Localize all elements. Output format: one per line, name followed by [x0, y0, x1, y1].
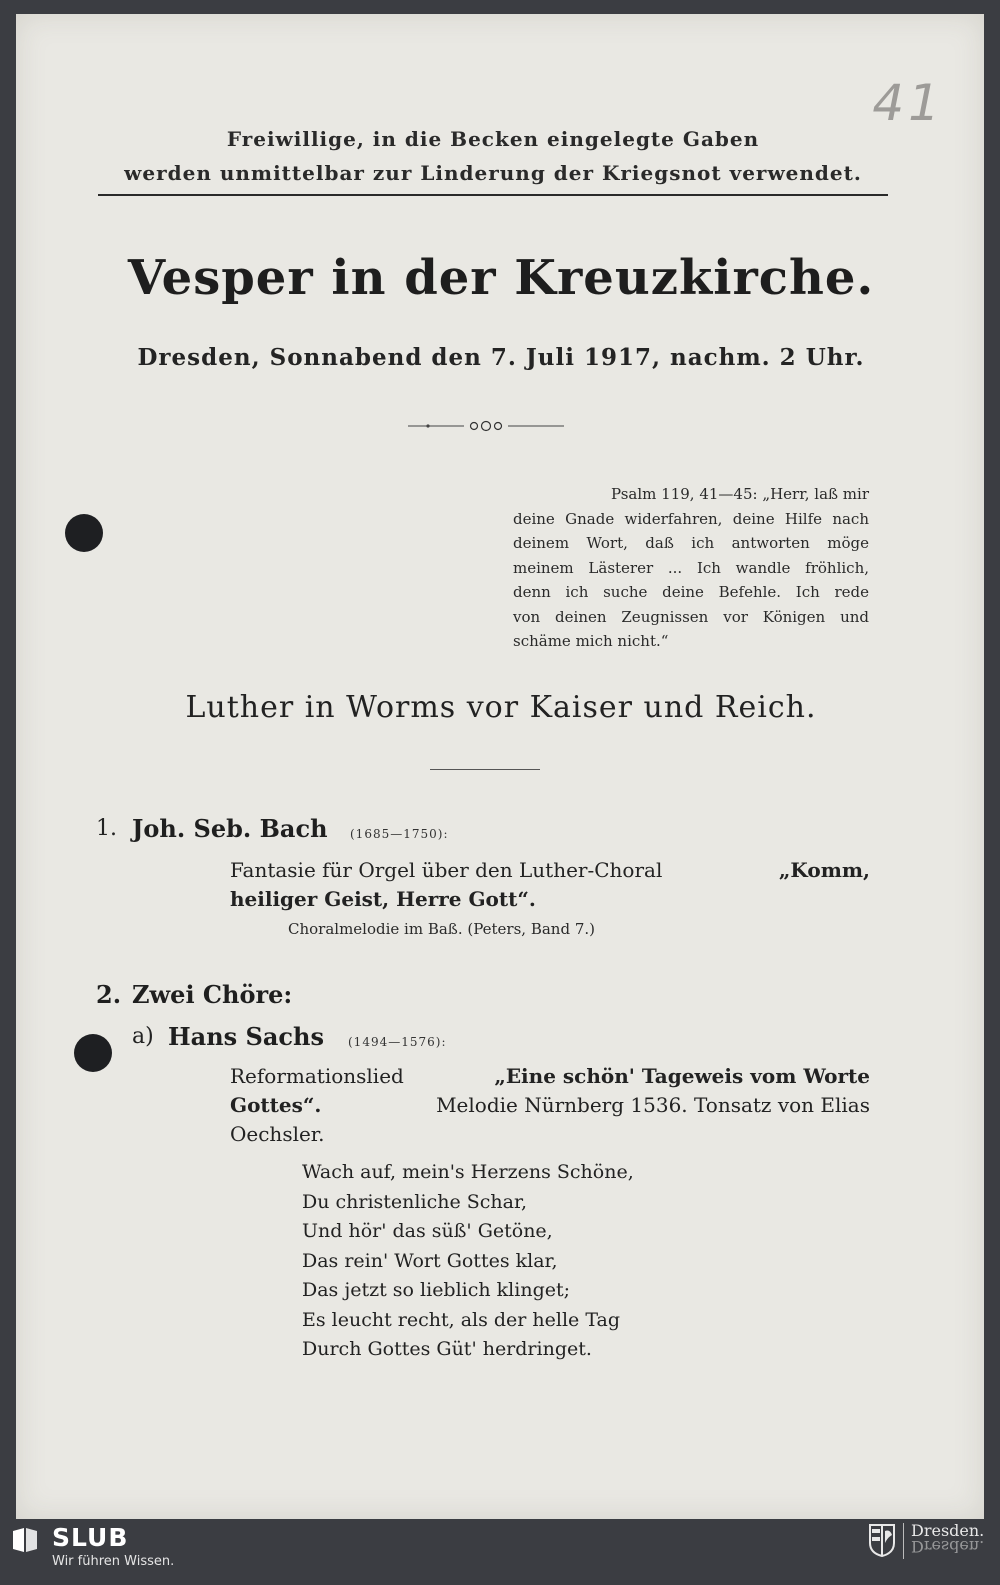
punch-hole — [74, 1034, 112, 1072]
verse-line: Das jetzt so lieblich klinget; — [302, 1279, 571, 1301]
verse-line: Das rein' Wort Gottes klar, — [302, 1249, 558, 1272]
verse-line: Wach auf, mein's Herzens Schöne, — [302, 1161, 634, 1183]
header-rule — [98, 194, 888, 196]
psalm-line: denn ich suche deine Befehle. Ich rede — [513, 583, 869, 601]
psalm-line: deinem Wort, daß ich antworten möge — [513, 534, 869, 552]
psalm-line: schäme mich nicht.“ — [513, 632, 669, 650]
work-title: „Eine schön' Tageweis vom Worte — [494, 1064, 870, 1088]
event-date-line: Dresden, Sonnabend den 7. Juli 1917, nachm. 2 Uhr. — [137, 344, 865, 371]
punch-hole — [65, 514, 103, 552]
work-description-text: Fantasie für Orgel über den Luther-Choral — [230, 858, 663, 882]
sub-item-label: a) — [132, 1024, 154, 1049]
library-slogan: Wir führen Wissen. — [52, 1554, 175, 1569]
library-name[interactable]: SLUB — [52, 1523, 129, 1552]
item-number: 1. — [96, 816, 117, 841]
city-name[interactable]: Dresden. — [911, 1521, 985, 1540]
verse-line: Und hör' das süß' Getöne, — [302, 1220, 553, 1242]
footer-divider — [903, 1523, 904, 1559]
ornament-divider — [408, 418, 564, 434]
work-title: heiliger Geist, Herre Gott“. — [230, 887, 536, 911]
section-rule — [430, 769, 540, 770]
verse-line: Du christenliche Schar, — [302, 1190, 527, 1213]
donation-notice-line2: werden unmittelbar zur Linderung der Kriegsnot verwendet. — [124, 161, 862, 185]
verse-line: Es leucht recht, als der helle Tag — [302, 1308, 621, 1331]
page-title: Vesper in der Kreuzkirche. — [127, 250, 875, 306]
work-description — [230, 1062, 870, 1149]
city-name-mirror: Dresden. — [911, 1537, 985, 1556]
work-title: Gottes“. — [230, 1093, 322, 1117]
slub-book-icon[interactable] — [10, 1525, 40, 1555]
donation-notice-line1: Freiwillige, in die Becken eingelegte Gaben — [226, 127, 760, 151]
psalm-line: Psalm 119, 41—45: „Herr, laß mir — [611, 485, 869, 503]
psalm-quote — [513, 482, 869, 654]
document-page — [16, 14, 984, 1519]
composer-dates: (1685—1750): — [350, 827, 449, 841]
psalm-line: von deinen Zeugnissen vor Königen und — [513, 607, 869, 626]
psalm-line: meinem Lästerer ... Ich wandle fröhlich, — [513, 558, 869, 577]
page-number-mark: 41 — [872, 74, 944, 132]
viewer-footer — [0, 1519, 1000, 1585]
work-note: Choralmelodie im Baß. (Peters, Band 7.) — [288, 920, 595, 938]
composer-name: Hans Sachs — [168, 1022, 324, 1051]
dresden-crest-icon[interactable] — [868, 1523, 896, 1557]
verse-line: Durch Gottes Güt' herdringet. — [302, 1338, 592, 1360]
item-number: 2. — [96, 980, 122, 1009]
composer-name: Joh. Seb. Bach — [132, 814, 328, 843]
section-heading: Zwei Chöre: — [132, 980, 293, 1009]
hymn-verse — [302, 1158, 634, 1365]
work-description — [230, 856, 870, 914]
composer-dates: (1494—1576): — [348, 1035, 447, 1049]
vesper-theme: Luther in Worms vor Kaiser und Reich. — [185, 690, 817, 725]
psalm-line: deine Gnade widerfahren, deine Hilfe nach — [513, 509, 869, 528]
work-description-text: Oechsler. — [230, 1122, 325, 1146]
work-title: „Komm, — [778, 858, 870, 882]
work-description-text: Melodie Nürnberg 1536. Tonsatz von Elias — [436, 1093, 870, 1117]
work-description-text: Reformationslied — [230, 1064, 404, 1088]
